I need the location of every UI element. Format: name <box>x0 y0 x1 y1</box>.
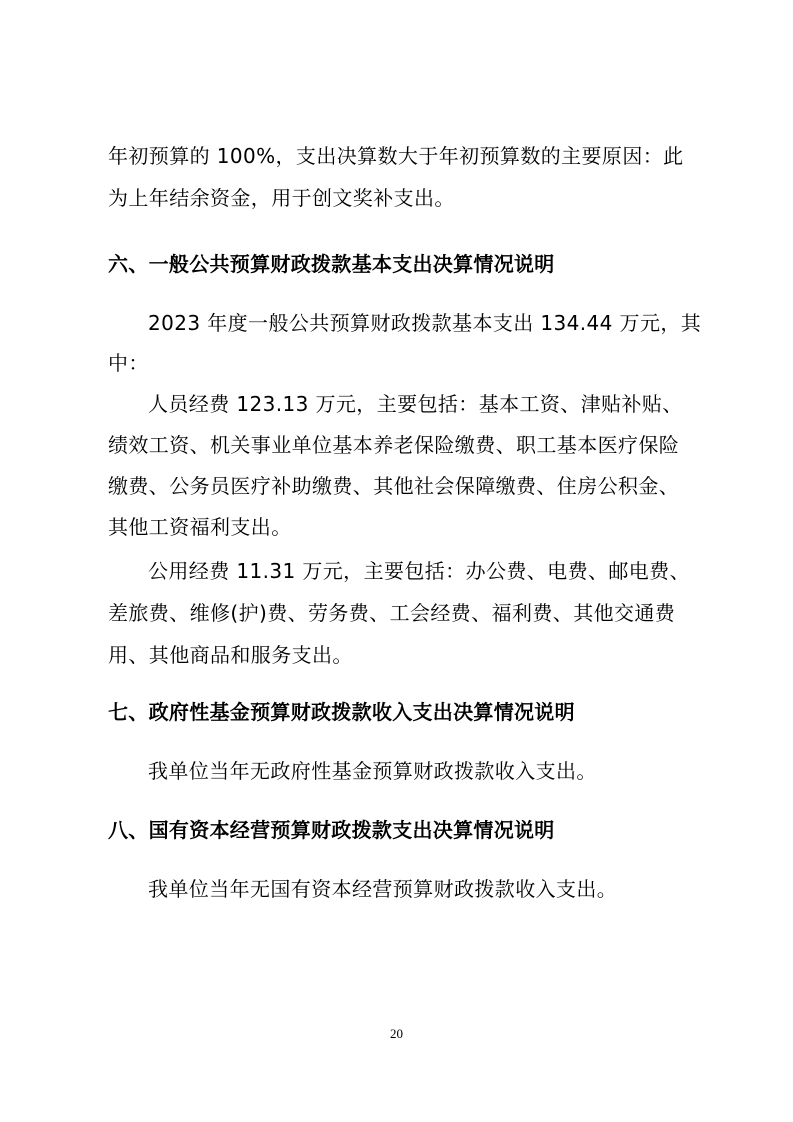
personnel-line-4: 其他工资福利支出。 <box>108 515 292 539</box>
section-6-intro-line-1: 2023 年度一般公共预算财政拨款基本支出 134.44 万元，其 <box>148 311 702 335</box>
section-8-heading: 八、国有资本经营预算财政拨款支出决算情况说明 <box>108 818 555 842</box>
personnel-line-2: 绩效工资、机关事业单位基本养老保险缴费、职工基本医疗保险 <box>108 433 680 457</box>
section-6-intro-line-2: 中： <box>108 351 149 375</box>
section-7-body: 我单位当年无政府性基金预算财政拨款收入支出。 <box>148 759 597 783</box>
public-line-2: 差旅费、维修(护)费、劳务费、工会经费、福利费、其他交通费 <box>108 601 676 625</box>
page-number: 20 <box>390 1026 403 1041</box>
section-7-heading: 七、政府性基金预算财政拨款收入支出决算情况说明 <box>108 700 575 724</box>
section-6-heading: 六、一般公共预算财政拨款基本支出决算情况说明 <box>108 252 555 276</box>
section-8-body: 我单位当年无国有资本经营预算财政拨款收入支出。 <box>148 877 618 901</box>
personnel-line-3: 缴费、公务员医疗补助缴费、其他社会保障缴费、住房公积金、 <box>108 474 680 498</box>
public-line-1: 公用经费 11.31 万元，主要包括：办公费、电费、邮电费、 <box>148 559 690 583</box>
public-line-3: 用、其他商品和服务支出。 <box>108 643 353 667</box>
carryover-line-1: 年初预算的 100%，支出决算数大于年初预算数的主要原因：此 <box>108 144 684 168</box>
carryover-line-2: 为上年结余资金，用于创文奖补支出。 <box>108 186 455 210</box>
personnel-line-1: 人员经费 123.13 万元，主要包括：基本工资、津贴补贴、 <box>148 392 683 416</box>
